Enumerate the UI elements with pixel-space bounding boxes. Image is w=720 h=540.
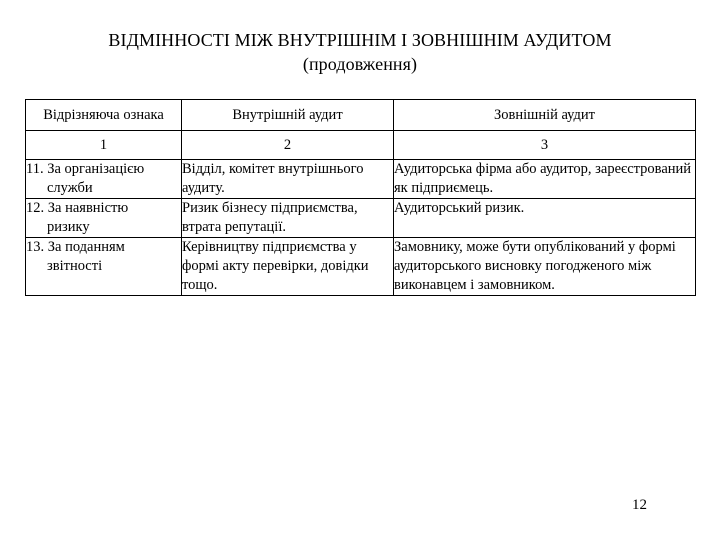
column-number-1: 1 xyxy=(26,131,182,160)
row-external-cell: Замовнику, може бути опублікований у формі аудиторського висновку погодженого між виконавцем і замовником. xyxy=(394,238,696,296)
row-internal-cell: Відділ, комітет внутрішнього аудиту. xyxy=(182,160,394,199)
row-feature-cell xyxy=(26,238,182,296)
row-feature-line1: 13. За поданням xyxy=(26,239,125,255)
row-feature-line1: 12. За наявністю xyxy=(26,200,129,216)
column-number-row xyxy=(26,131,696,160)
title-line-1: ВІДМІННОСТІ МІЖ ВНУТРІШНІМ І ЗОВНІШНІМ АУДИТОМ xyxy=(108,30,612,50)
row-internal-cell: Ризик бізнесу підприємства, втрата репутації. xyxy=(182,199,394,238)
comparison-table xyxy=(25,99,696,296)
page-title xyxy=(0,28,720,76)
table-row xyxy=(26,238,696,296)
page-number: 12 xyxy=(632,497,647,513)
table-row xyxy=(26,199,696,238)
table-header-row xyxy=(26,100,696,131)
column-number-2: 2 xyxy=(182,131,394,160)
row-feature-line2: звітності xyxy=(47,258,103,274)
row-internal-cell: Керівництву підприємства у формі акту перевірки, довідки тощо. xyxy=(182,238,394,296)
header-internal-audit: Внутрішній аудит xyxy=(182,100,394,131)
row-external-cell: Аудиторський ризик. xyxy=(394,199,696,238)
row-feature-line2: служби xyxy=(47,180,93,196)
table-row xyxy=(26,160,696,199)
row-feature-cell xyxy=(26,160,182,199)
row-external-cell: Аудиторська фірма або аудитор, зареєстрований як підприємець. xyxy=(394,160,696,199)
header-external-audit: Зовнішній аудит xyxy=(394,100,696,131)
title-line-2: (продовження) xyxy=(302,54,418,74)
row-feature-cell xyxy=(26,199,182,238)
row-feature-line2: ризику xyxy=(47,219,90,235)
row-feature-line1: 11. За організацією xyxy=(26,161,145,177)
column-number-3: 3 xyxy=(394,131,696,160)
header-feature: Відрізняюча ознака xyxy=(26,100,182,131)
